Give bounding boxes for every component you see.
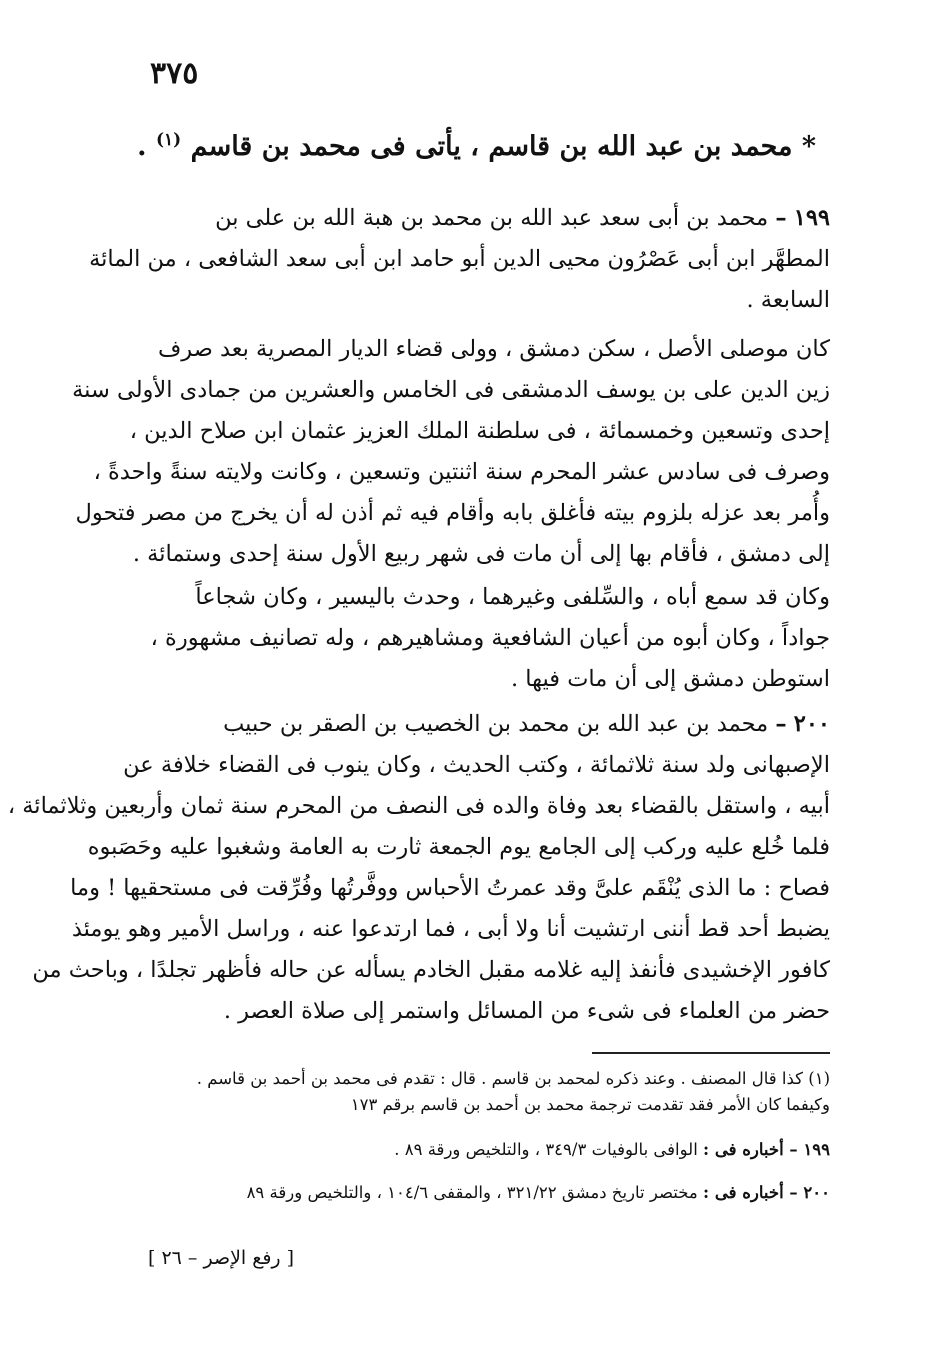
entry-200-line: حضر من العلماء فى شىء من المسائل واستمر إلى صلاة العصر .: [223, 998, 830, 1024]
entry-200-number: ٢٠٠: [793, 711, 830, 737]
heading-star: *: [801, 131, 816, 162]
footnote-1-text: كذا قال المصنف . وعند ذكره لمحمد بن قاسم . قال : تقدم فى محمد بن أحمد بن قاسم .: [196, 1069, 803, 1088]
paragraph-3-line: جواداً ، وكان أبوه من أعيان الشافعية ومشاهيرهم ، وله تصانيف مشهورة ،: [150, 625, 830, 651]
entry-199-line-3: السابعة .: [746, 287, 830, 313]
entry-199-dash: –: [775, 205, 787, 231]
heading-footnote-ref[interactable]: (١): [155, 130, 182, 150]
biography-paragraph-3: [106, 577, 830, 700]
footnote-1-ref: (١): [808, 1069, 830, 1088]
entry-200-line: أبيه ، واستقل بالقضاء بعد وفاة والده فى النصف من المحرم سنة ثمان وأربعين وثلاثمائة ،: [7, 793, 830, 819]
paragraph-2-line: وأُمر بعد عزله بلزوم بيته فأغلق بابه وأقام فيه ثم أذن له أن يخرج من مصر فتحول: [75, 500, 830, 526]
footnote-199: [106, 1137, 830, 1163]
entry-200-line: الإصبهانى ولد سنة ثلاثمائة ، وكتب الحديث ، وكان ينوب فى القضاء خلافة عن: [123, 752, 830, 778]
entry-200-line: كافور الإخشيدى فأنفذ إليه غلامه مقبل الخادم يسأله عن حاله فأظهر تجلدًا ، وباحث من: [32, 957, 830, 983]
footnote-199-label: ١٩٩ – أخباره فى :: [703, 1140, 830, 1159]
entry-200-text: محمد بن عبد الله بن محمد بن الخصيب بن الصقر بن حبيب: [223, 711, 769, 737]
biography-paragraph-2: [72, 329, 830, 575]
footnote-200-line: [106, 1180, 830, 1206]
entry-200-line: فلما خُلع عليه وركب إلى الجامع يوم الجمعة ثارت به العامة وشغبوا عليه وحَصَبوه: [87, 834, 830, 860]
entry-199-text: محمد بن أبى سعد عبد الله بن محمد بن هبة الله بن على بن: [215, 205, 769, 231]
entry-200-line: فصاح : ما الذى يُنْقَم علىَّ وقد عمرتُ الأحباس ووفَّرتُها وفُرِّقت فى مستحقيها ! وما: [70, 875, 830, 901]
paragraph-2-line: كان موصلى الأصل ، سكن دمشق ، وولى قضاء الديار المصرية بعد صرف: [157, 336, 830, 362]
heading-end: .: [137, 131, 147, 162]
entry-199-line-1: [106, 198, 830, 239]
entry-200-line: يضبط أحد قط أننى ارتشيت أنا ولا أبى ، فما ارتدعوا عنه ، وراسل الأمير وهو يومئذ: [71, 916, 830, 942]
entry-heading: [137, 130, 816, 162]
paragraph-3-line: وكان قد سمع أباه ، والسِّلفى وغيرهما ، وحدث باليسير ، وكان شجاعاً: [195, 584, 830, 610]
footnote-200: [106, 1180, 830, 1206]
entry-199-line-2: المطهَّر ابن أبى عَصْرُون محيى الدين أبو حامد ابن أبى سعد الشافعى ، من المائة: [89, 246, 830, 272]
footnote-200-label: ٢٠٠ – أخباره فى :: [703, 1183, 830, 1202]
paragraph-2-line: وصرف فى سادس عشر المحرم سنة اثنتين وتسعين ، وكانت ولايته سنةً واحدةً ،: [93, 459, 830, 485]
entry-199-number: ١٩٩: [793, 205, 830, 231]
paragraph-2-line: زين الدين على بن يوسف الدمشقى فى الخامس والعشرين من جمادى الأولى سنة: [72, 377, 830, 403]
page-footer: [ رفع الإصر – ٢٦ ]: [148, 1247, 295, 1269]
footnote-200-text: مختصر تاريخ دمشق ٣٢١/٢٢ ، والمقفى ١٠٤/٦ ، والتلخيص ورقة ٨٩: [246, 1183, 698, 1202]
footnote-1-line-2: وكيفما كان الأمر فقد تقدمت ترجمة محمد بن أحمد بن قاسم برقم ١٧٣: [350, 1095, 830, 1114]
footnote-1-line-1: [106, 1066, 830, 1092]
heading-text: محمد بن عبد الله بن قاسم ، يأتى فى محمد بن قاسم: [190, 131, 793, 162]
footnote-199-text: الوافى بالوفيات ٣٤٩/٣ ، والتلخيص ورقة ٨٩ .: [394, 1140, 698, 1159]
page-number: ٣٧٥: [150, 56, 199, 91]
paragraph-3-line: استوطن دمشق إلى أن مات فيها .: [510, 666, 830, 692]
paragraph-2-line: إحدى وتسعين وخمسمائة ، فى سلطنة الملك العزيز عثمان ابن صلاح الدين ،: [129, 418, 830, 444]
entry-199-paragraph: [89, 198, 830, 321]
footnote-divider: [592, 1052, 830, 1054]
entry-200-paragraph: [7, 704, 830, 1032]
paragraph-2-line: إلى دمشق ، فأقام بها إلى أن مات فى شهر ربيع الأول سنة إحدى وستمائة .: [132, 541, 830, 567]
entry-200-dash: –: [775, 711, 787, 737]
footnote-1: [106, 1066, 830, 1118]
footnote-199-line: [106, 1137, 830, 1163]
entry-200-line-1: [106, 704, 830, 745]
